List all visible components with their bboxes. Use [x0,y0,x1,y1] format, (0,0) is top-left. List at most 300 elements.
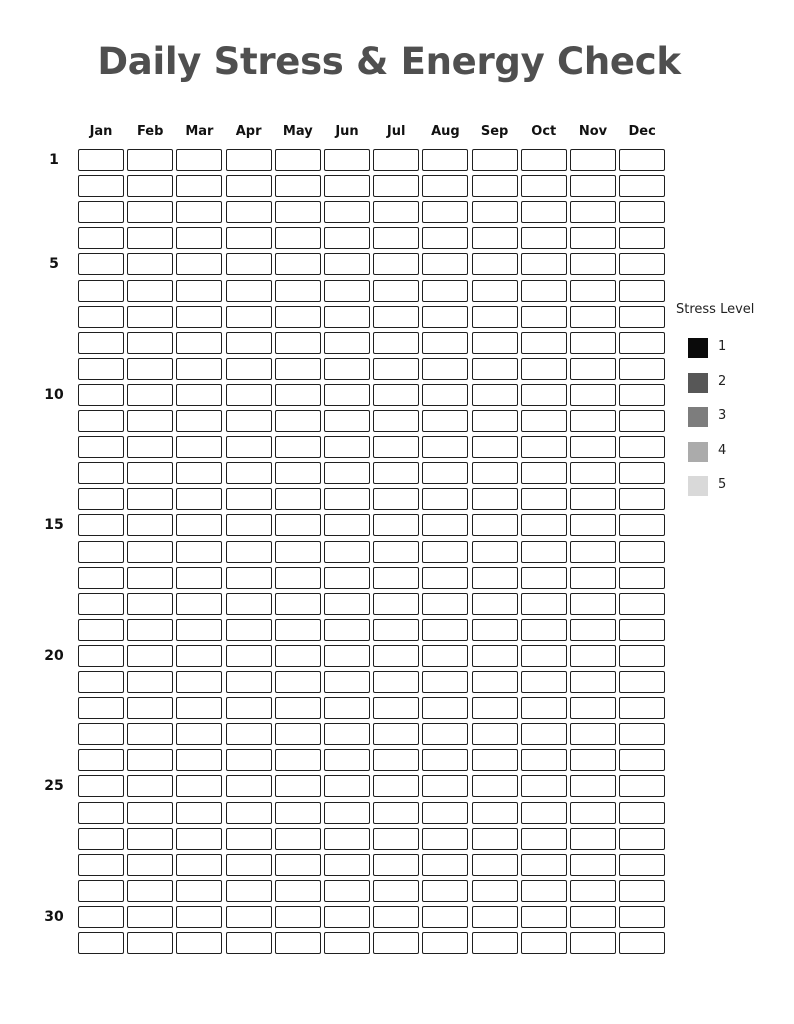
day-cell-oct-25[interactable] [521,775,567,797]
day-cell-nov-29[interactable] [570,880,616,902]
day-cell-aug-17[interactable] [422,567,468,589]
day-cell-sep-6[interactable] [472,280,518,302]
day-cell-may-13[interactable] [275,462,321,484]
day-cell-aug-10[interactable] [422,384,468,406]
day-cell-nov-27[interactable] [570,828,616,850]
day-cell-apr-13[interactable] [226,462,272,484]
day-cell-mar-10[interactable] [176,384,222,406]
day-cell-nov-28[interactable] [570,854,616,876]
day-cell-feb-29[interactable] [127,880,173,902]
day-cell-apr-15[interactable] [226,514,272,536]
day-cell-jan-14[interactable] [78,488,124,510]
day-cell-dec-11[interactable] [619,410,665,432]
day-cell-may-2[interactable] [275,175,321,197]
day-cell-sep-31[interactable] [472,932,518,954]
day-cell-dec-26[interactable] [619,802,665,824]
day-cell-jun-25[interactable] [324,775,370,797]
day-cell-oct-19[interactable] [521,619,567,641]
day-cell-mar-27[interactable] [176,828,222,850]
day-cell-jul-2[interactable] [373,175,419,197]
day-cell-nov-6[interactable] [570,280,616,302]
day-cell-may-21[interactable] [275,671,321,693]
day-cell-nov-10[interactable] [570,384,616,406]
day-cell-sep-2[interactable] [472,175,518,197]
day-cell-apr-5[interactable] [226,253,272,275]
day-cell-sep-26[interactable] [472,802,518,824]
day-cell-nov-19[interactable] [570,619,616,641]
day-cell-feb-12[interactable] [127,436,173,458]
day-cell-jan-30[interactable] [78,906,124,928]
day-cell-apr-11[interactable] [226,410,272,432]
day-cell-feb-16[interactable] [127,541,173,563]
day-cell-aug-27[interactable] [422,828,468,850]
day-cell-oct-2[interactable] [521,175,567,197]
day-cell-oct-21[interactable] [521,671,567,693]
day-cell-jan-21[interactable] [78,671,124,693]
day-cell-feb-14[interactable] [127,488,173,510]
day-cell-jul-12[interactable] [373,436,419,458]
day-cell-aug-30[interactable] [422,906,468,928]
day-cell-feb-21[interactable] [127,671,173,693]
day-cell-mar-16[interactable] [176,541,222,563]
day-cell-jan-29[interactable] [78,880,124,902]
day-cell-mar-13[interactable] [176,462,222,484]
day-cell-feb-30[interactable] [127,906,173,928]
day-cell-jan-20[interactable] [78,645,124,667]
day-cell-mar-17[interactable] [176,567,222,589]
day-cell-aug-12[interactable] [422,436,468,458]
day-cell-may-20[interactable] [275,645,321,667]
day-cell-feb-1[interactable] [127,149,173,171]
day-cell-jul-5[interactable] [373,253,419,275]
day-cell-apr-8[interactable] [226,332,272,354]
day-cell-jul-13[interactable] [373,462,419,484]
day-cell-jul-4[interactable] [373,227,419,249]
day-cell-sep-14[interactable] [472,488,518,510]
day-cell-may-22[interactable] [275,697,321,719]
day-cell-feb-13[interactable] [127,462,173,484]
day-cell-apr-28[interactable] [226,854,272,876]
day-cell-jul-17[interactable] [373,567,419,589]
day-cell-jul-10[interactable] [373,384,419,406]
day-cell-aug-7[interactable] [422,306,468,328]
day-cell-dec-2[interactable] [619,175,665,197]
day-cell-feb-20[interactable] [127,645,173,667]
day-cell-jun-26[interactable] [324,802,370,824]
day-cell-jan-22[interactable] [78,697,124,719]
day-cell-nov-14[interactable] [570,488,616,510]
day-cell-jan-10[interactable] [78,384,124,406]
day-cell-aug-2[interactable] [422,175,468,197]
day-cell-mar-20[interactable] [176,645,222,667]
day-cell-jul-3[interactable] [373,201,419,223]
day-cell-oct-15[interactable] [521,514,567,536]
day-cell-dec-9[interactable] [619,358,665,380]
day-cell-oct-27[interactable] [521,828,567,850]
day-cell-jun-18[interactable] [324,593,370,615]
day-cell-jan-16[interactable] [78,541,124,563]
day-cell-jun-14[interactable] [324,488,370,510]
day-cell-feb-6[interactable] [127,280,173,302]
day-cell-sep-10[interactable] [472,384,518,406]
day-cell-jul-11[interactable] [373,410,419,432]
day-cell-jun-7[interactable] [324,306,370,328]
day-cell-dec-21[interactable] [619,671,665,693]
day-cell-apr-16[interactable] [226,541,272,563]
day-cell-feb-31[interactable] [127,932,173,954]
day-cell-jan-31[interactable] [78,932,124,954]
day-cell-dec-28[interactable] [619,854,665,876]
day-cell-jun-28[interactable] [324,854,370,876]
day-cell-dec-12[interactable] [619,436,665,458]
day-cell-mar-7[interactable] [176,306,222,328]
day-cell-feb-25[interactable] [127,775,173,797]
day-cell-dec-20[interactable] [619,645,665,667]
day-cell-sep-17[interactable] [472,567,518,589]
day-cell-mar-1[interactable] [176,149,222,171]
day-cell-apr-25[interactable] [226,775,272,797]
day-cell-jan-7[interactable] [78,306,124,328]
day-cell-aug-31[interactable] [422,932,468,954]
day-cell-jul-7[interactable] [373,306,419,328]
day-cell-jul-1[interactable] [373,149,419,171]
day-cell-jan-17[interactable] [78,567,124,589]
day-cell-jun-4[interactable] [324,227,370,249]
day-cell-jul-27[interactable] [373,828,419,850]
day-cell-sep-18[interactable] [472,593,518,615]
day-cell-aug-18[interactable] [422,593,468,615]
day-cell-feb-18[interactable] [127,593,173,615]
day-cell-apr-29[interactable] [226,880,272,902]
day-cell-jan-2[interactable] [78,175,124,197]
day-cell-sep-9[interactable] [472,358,518,380]
day-cell-apr-6[interactable] [226,280,272,302]
day-cell-jan-4[interactable] [78,227,124,249]
day-cell-jun-19[interactable] [324,619,370,641]
day-cell-feb-10[interactable] [127,384,173,406]
day-cell-mar-8[interactable] [176,332,222,354]
day-cell-apr-30[interactable] [226,906,272,928]
day-cell-sep-13[interactable] [472,462,518,484]
day-cell-jun-31[interactable] [324,932,370,954]
day-cell-mar-21[interactable] [176,671,222,693]
day-cell-jan-18[interactable] [78,593,124,615]
day-cell-aug-24[interactable] [422,749,468,771]
day-cell-jan-13[interactable] [78,462,124,484]
day-cell-aug-25[interactable] [422,775,468,797]
day-cell-jun-6[interactable] [324,280,370,302]
day-cell-jun-1[interactable] [324,149,370,171]
day-cell-oct-16[interactable] [521,541,567,563]
day-cell-jul-25[interactable] [373,775,419,797]
day-cell-sep-25[interactable] [472,775,518,797]
day-cell-jul-18[interactable] [373,593,419,615]
day-cell-sep-22[interactable] [472,697,518,719]
day-cell-jul-31[interactable] [373,932,419,954]
day-cell-sep-3[interactable] [472,201,518,223]
day-cell-dec-10[interactable] [619,384,665,406]
day-cell-jun-24[interactable] [324,749,370,771]
day-cell-aug-28[interactable] [422,854,468,876]
day-cell-nov-20[interactable] [570,645,616,667]
day-cell-may-1[interactable] [275,149,321,171]
day-cell-feb-5[interactable] [127,253,173,275]
day-cell-jul-19[interactable] [373,619,419,641]
day-cell-may-24[interactable] [275,749,321,771]
day-cell-dec-6[interactable] [619,280,665,302]
day-cell-nov-23[interactable] [570,723,616,745]
day-cell-apr-27[interactable] [226,828,272,850]
day-cell-aug-14[interactable] [422,488,468,510]
day-cell-aug-6[interactable] [422,280,468,302]
day-cell-mar-29[interactable] [176,880,222,902]
day-cell-oct-24[interactable] [521,749,567,771]
day-cell-oct-4[interactable] [521,227,567,249]
day-cell-sep-20[interactable] [472,645,518,667]
day-cell-mar-24[interactable] [176,749,222,771]
day-cell-sep-15[interactable] [472,514,518,536]
day-cell-may-15[interactable] [275,514,321,536]
day-cell-jun-15[interactable] [324,514,370,536]
day-cell-jun-23[interactable] [324,723,370,745]
day-cell-aug-11[interactable] [422,410,468,432]
day-cell-jun-3[interactable] [324,201,370,223]
day-cell-dec-24[interactable] [619,749,665,771]
day-cell-jul-15[interactable] [373,514,419,536]
day-cell-sep-12[interactable] [472,436,518,458]
day-cell-aug-9[interactable] [422,358,468,380]
day-cell-oct-18[interactable] [521,593,567,615]
day-cell-jul-21[interactable] [373,671,419,693]
day-cell-dec-18[interactable] [619,593,665,615]
day-cell-apr-21[interactable] [226,671,272,693]
day-cell-nov-4[interactable] [570,227,616,249]
day-cell-jan-11[interactable] [78,410,124,432]
day-cell-feb-11[interactable] [127,410,173,432]
day-cell-aug-26[interactable] [422,802,468,824]
day-cell-oct-31[interactable] [521,932,567,954]
day-cell-sep-11[interactable] [472,410,518,432]
day-cell-may-28[interactable] [275,854,321,876]
day-cell-dec-31[interactable] [619,932,665,954]
day-cell-mar-22[interactable] [176,697,222,719]
day-cell-may-14[interactable] [275,488,321,510]
day-cell-may-8[interactable] [275,332,321,354]
day-cell-mar-12[interactable] [176,436,222,458]
day-cell-may-16[interactable] [275,541,321,563]
day-cell-oct-20[interactable] [521,645,567,667]
day-cell-feb-27[interactable] [127,828,173,850]
day-cell-nov-17[interactable] [570,567,616,589]
day-cell-oct-14[interactable] [521,488,567,510]
day-cell-aug-22[interactable] [422,697,468,719]
day-cell-nov-18[interactable] [570,593,616,615]
day-cell-jun-2[interactable] [324,175,370,197]
day-cell-may-25[interactable] [275,775,321,797]
day-cell-nov-25[interactable] [570,775,616,797]
day-cell-sep-29[interactable] [472,880,518,902]
day-cell-dec-25[interactable] [619,775,665,797]
day-cell-jul-22[interactable] [373,697,419,719]
day-cell-feb-2[interactable] [127,175,173,197]
day-cell-dec-3[interactable] [619,201,665,223]
day-cell-aug-5[interactable] [422,253,468,275]
day-cell-may-31[interactable] [275,932,321,954]
day-cell-mar-3[interactable] [176,201,222,223]
day-cell-apr-14[interactable] [226,488,272,510]
day-cell-aug-4[interactable] [422,227,468,249]
day-cell-dec-14[interactable] [619,488,665,510]
day-cell-sep-7[interactable] [472,306,518,328]
day-cell-dec-17[interactable] [619,567,665,589]
day-cell-jul-14[interactable] [373,488,419,510]
day-cell-nov-24[interactable] [570,749,616,771]
day-cell-jun-21[interactable] [324,671,370,693]
day-cell-sep-28[interactable] [472,854,518,876]
day-cell-oct-11[interactable] [521,410,567,432]
day-cell-may-3[interactable] [275,201,321,223]
day-cell-jun-5[interactable] [324,253,370,275]
day-cell-nov-3[interactable] [570,201,616,223]
day-cell-jan-8[interactable] [78,332,124,354]
day-cell-aug-19[interactable] [422,619,468,641]
day-cell-aug-3[interactable] [422,201,468,223]
day-cell-nov-16[interactable] [570,541,616,563]
day-cell-mar-11[interactable] [176,410,222,432]
day-cell-jan-12[interactable] [78,436,124,458]
day-cell-feb-28[interactable] [127,854,173,876]
day-cell-may-11[interactable] [275,410,321,432]
day-cell-feb-4[interactable] [127,227,173,249]
day-cell-nov-11[interactable] [570,410,616,432]
day-cell-jun-10[interactable] [324,384,370,406]
day-cell-nov-22[interactable] [570,697,616,719]
day-cell-dec-7[interactable] [619,306,665,328]
day-cell-may-5[interactable] [275,253,321,275]
day-cell-feb-19[interactable] [127,619,173,641]
day-cell-jun-16[interactable] [324,541,370,563]
day-cell-dec-30[interactable] [619,906,665,928]
day-cell-feb-8[interactable] [127,332,173,354]
day-cell-sep-1[interactable] [472,149,518,171]
day-cell-apr-12[interactable] [226,436,272,458]
day-cell-dec-23[interactable] [619,723,665,745]
day-cell-dec-5[interactable] [619,253,665,275]
day-cell-mar-15[interactable] [176,514,222,536]
day-cell-nov-12[interactable] [570,436,616,458]
day-cell-jan-9[interactable] [78,358,124,380]
day-cell-dec-4[interactable] [619,227,665,249]
day-cell-mar-30[interactable] [176,906,222,928]
day-cell-apr-23[interactable] [226,723,272,745]
day-cell-nov-26[interactable] [570,802,616,824]
day-cell-oct-3[interactable] [521,201,567,223]
day-cell-jun-11[interactable] [324,410,370,432]
day-cell-feb-15[interactable] [127,514,173,536]
day-cell-jul-30[interactable] [373,906,419,928]
day-cell-oct-10[interactable] [521,384,567,406]
day-cell-jun-9[interactable] [324,358,370,380]
day-cell-sep-5[interactable] [472,253,518,275]
day-cell-nov-8[interactable] [570,332,616,354]
day-cell-oct-23[interactable] [521,723,567,745]
day-cell-feb-24[interactable] [127,749,173,771]
day-cell-sep-21[interactable] [472,671,518,693]
day-cell-nov-2[interactable] [570,175,616,197]
day-cell-apr-4[interactable] [226,227,272,249]
day-cell-may-4[interactable] [275,227,321,249]
day-cell-oct-1[interactable] [521,149,567,171]
day-cell-jan-23[interactable] [78,723,124,745]
day-cell-nov-21[interactable] [570,671,616,693]
day-cell-dec-22[interactable] [619,697,665,719]
day-cell-nov-31[interactable] [570,932,616,954]
day-cell-oct-12[interactable] [521,436,567,458]
day-cell-sep-8[interactable] [472,332,518,354]
day-cell-apr-10[interactable] [226,384,272,406]
day-cell-oct-29[interactable] [521,880,567,902]
day-cell-may-19[interactable] [275,619,321,641]
day-cell-apr-22[interactable] [226,697,272,719]
day-cell-apr-19[interactable] [226,619,272,641]
day-cell-aug-15[interactable] [422,514,468,536]
day-cell-feb-22[interactable] [127,697,173,719]
day-cell-oct-6[interactable] [521,280,567,302]
day-cell-jan-3[interactable] [78,201,124,223]
day-cell-nov-15[interactable] [570,514,616,536]
day-cell-jul-8[interactable] [373,332,419,354]
day-cell-nov-30[interactable] [570,906,616,928]
day-cell-aug-16[interactable] [422,541,468,563]
day-cell-jan-6[interactable] [78,280,124,302]
day-cell-mar-14[interactable] [176,488,222,510]
day-cell-apr-7[interactable] [226,306,272,328]
day-cell-feb-3[interactable] [127,201,173,223]
day-cell-jul-28[interactable] [373,854,419,876]
day-cell-aug-21[interactable] [422,671,468,693]
day-cell-mar-28[interactable] [176,854,222,876]
day-cell-mar-4[interactable] [176,227,222,249]
day-cell-may-7[interactable] [275,306,321,328]
day-cell-jun-20[interactable] [324,645,370,667]
day-cell-jun-13[interactable] [324,462,370,484]
day-cell-oct-9[interactable] [521,358,567,380]
day-cell-oct-5[interactable] [521,253,567,275]
day-cell-nov-1[interactable] [570,149,616,171]
day-cell-nov-7[interactable] [570,306,616,328]
day-cell-may-18[interactable] [275,593,321,615]
day-cell-apr-26[interactable] [226,802,272,824]
day-cell-jun-30[interactable] [324,906,370,928]
day-cell-nov-5[interactable] [570,253,616,275]
day-cell-jul-9[interactable] [373,358,419,380]
day-cell-oct-13[interactable] [521,462,567,484]
day-cell-may-6[interactable] [275,280,321,302]
day-cell-apr-9[interactable] [226,358,272,380]
day-cell-nov-9[interactable] [570,358,616,380]
day-cell-jun-12[interactable] [324,436,370,458]
day-cell-oct-28[interactable] [521,854,567,876]
day-cell-may-12[interactable] [275,436,321,458]
day-cell-feb-17[interactable] [127,567,173,589]
day-cell-may-23[interactable] [275,723,321,745]
day-cell-mar-25[interactable] [176,775,222,797]
day-cell-jul-24[interactable] [373,749,419,771]
day-cell-jan-25[interactable] [78,775,124,797]
day-cell-jun-8[interactable] [324,332,370,354]
day-cell-jan-24[interactable] [78,749,124,771]
day-cell-jul-6[interactable] [373,280,419,302]
